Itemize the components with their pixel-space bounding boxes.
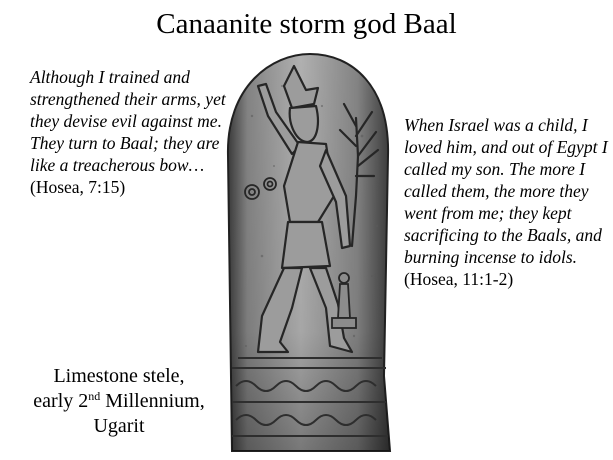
caption-line-2-prefix: early 2: [33, 390, 89, 412]
quote-right-reference: (Hosea, 11:1-2): [404, 269, 514, 289]
caption-line-2-suffix: Millennium,: [100, 390, 205, 412]
stone-stele-relief-icon: [222, 46, 394, 454]
hosea-quote-right: [404, 114, 609, 290]
quote-left-reference: (Hosea, 7:15): [30, 177, 126, 197]
caption-line-3: Ugarit: [93, 415, 145, 437]
hosea-quote-left: [30, 66, 230, 198]
quote-left-text: Although I trained and strengthened their arms, yet they devise evil against me. They turn to Baal; they are like a treacherous bow…: [30, 67, 226, 175]
caption-line-2: [4, 389, 234, 414]
caption-ordinal-suffix: nd: [88, 389, 101, 403]
stele-caption: [4, 364, 234, 439]
stele-image: [222, 46, 394, 454]
page-title: Canaanite storm god Baal: [156, 8, 457, 40]
caption-line-1: Limestone stele,: [53, 365, 185, 387]
quote-right-text: When Israel was a child, I loved him, and out of Egypt I called my son. The more I called them, the more they went from me; they kept sacrificing to the Baals, and burning incense to idols.: [404, 115, 608, 267]
